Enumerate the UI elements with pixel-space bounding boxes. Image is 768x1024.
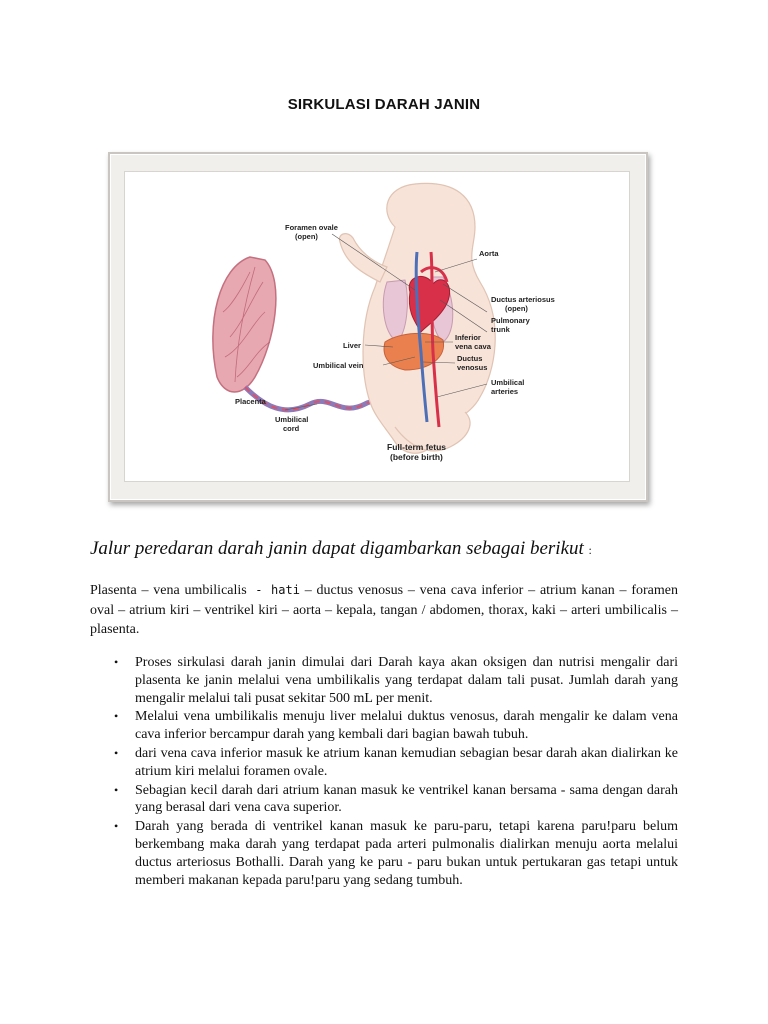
figure-frame [108, 152, 648, 502]
section-heading [90, 538, 690, 560]
bullet-icon: • [114, 709, 119, 724]
label-liver: Liver [343, 341, 361, 350]
caption-full-term-fetus: Full-term fetus [387, 442, 447, 452]
label-foramen-ovale: Foramen ovale [285, 223, 338, 232]
label-umbilical-arteries-2: arteries [491, 387, 519, 396]
page-title: SIRKULASI DARAH JANIN [287, 96, 481, 113]
fetal-circulation-diagram [124, 171, 630, 482]
list-item-text: Darah yang berada di ventrikel kanan masuk ke paru-paru, tetapi karena paru!paru belum berkembang maka darah yang terdapat pada arteri pulmonalis dialirkan menuju aorta melalui ductus arteriosus Bothalli. Darah yang ke paru - paru bukan untuk pertukaran gas tetapi untuk memberi makanan kepada paru!paru yang sedang tumbuh. [135, 819, 678, 888]
list-item [90, 708, 678, 744]
fetal-circulation-illustration [125, 172, 630, 482]
bullet-icon: • [114, 782, 119, 797]
list-item-text: dari vena cava inferior masuk ke atrium kanan kemudian sebagian besar darah akan dialirkan ke atrium kiri melalui foramen ovale. [135, 745, 678, 779]
label-umbilical-vein: Umbilical vein [313, 361, 364, 370]
label-ductus-arteriosus-open: (open) [505, 304, 528, 313]
list-item-text: Melalui vena umbilikalis menuju liver melalui duktus venosus, darah mengalir ke dalam vena cava inferior bercampur darah yang kembali dari bagian bawah tubuh. [135, 709, 678, 743]
list-item [90, 818, 678, 889]
label-venosus: venosus [457, 363, 488, 372]
list-item-text: Proses sirkulasi darah janin dimulai dari Darah kaya akan oksigen dan nutrisi mengalir dari plasenta ke janin melalui vena umbilikalis yang terdapat dalam tali pusat. Jumlah darah yang mengalir melalui tali pusat sekitar 500 mL per menit. [135, 655, 678, 706]
caption-before-birth: (before birth) [390, 452, 443, 462]
pathway-part-3: – ductus venosus – vena cava inferior – atrium kanan – foramen oval – atrium kiri – ventrikel kiri – aorta – kepala, tangan / abdomen, thorax, kaki – arteri umbilicalis – plasenta. [90, 583, 679, 637]
label-aorta: Aorta [479, 249, 499, 258]
label-umbilical-arteries: Umbilical [491, 378, 525, 387]
fetus-arm [339, 234, 387, 282]
label-umbilical-cord-2: cord [283, 424, 300, 433]
label-umbilical-cord: Umbilical [275, 415, 309, 424]
pathway-paragraph [90, 581, 678, 640]
pathway-part-2: - hati [246, 583, 300, 597]
list-item [90, 782, 678, 818]
label-vena-cava: vena cava [455, 342, 491, 351]
label-ductus-arteriosus: Ductus arteriosus [491, 295, 555, 304]
list-item [90, 654, 678, 707]
section-heading-colon: : [588, 543, 592, 557]
label-ductus: Ductus [457, 354, 483, 363]
placenta-shape [213, 257, 276, 392]
bullet-list [90, 654, 678, 890]
label-foramen-ovale-open: (open) [295, 232, 318, 241]
section-heading-text: Jalur peredaran darah janin dapat digambarkan sebagai berikut [90, 538, 584, 559]
label-trunk: trunk [491, 325, 510, 334]
pathway-part-1: Plasenta – vena umbilicalis [90, 583, 247, 598]
list-item-text: Sebagian kecil darah dari atrium kanan masuk ke ventrikel kanan bersama - sama dengan darah yang berasal dari vena cava superior. [135, 782, 678, 816]
bullet-icon: • [114, 655, 119, 669]
label-placenta: Placenta [235, 397, 266, 406]
bullet-icon: • [114, 745, 119, 760]
label-inferior: Inferior [455, 333, 481, 342]
bullet-icon: • [114, 819, 119, 834]
list-item [90, 745, 678, 781]
label-pulmonary: Pulmonary [491, 316, 530, 325]
